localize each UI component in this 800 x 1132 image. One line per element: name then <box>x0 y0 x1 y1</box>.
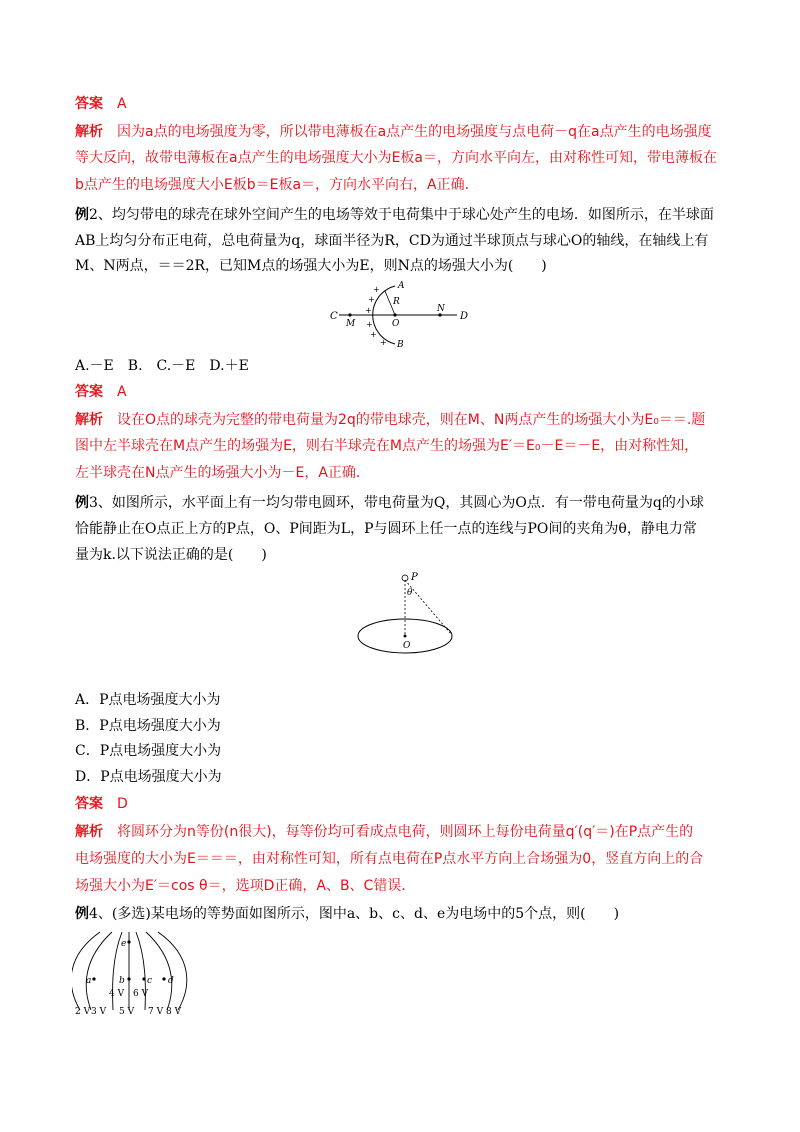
label-c: c <box>147 976 153 986</box>
plus-sign: + <box>365 306 372 315</box>
question-text: 2、均匀带电的球壳在球外空间产生的电场等效于电荷集中于球心处产生的电场．如图所示，在半球面 <box>89 207 714 223</box>
analysis-line <box>75 410 705 430</box>
label-b: B <box>397 340 404 350</box>
question-text: 3、如图所示，水平面上有一均匀带电圆环，带电荷量为Q，其圆心为O点．有一带电荷量为q的小球 <box>89 495 704 511</box>
analysis-text: 设在O点的球壳为完整的带电荷量为2q的带电球壳，则在M、N两点产生的场强大小为E₀＝＝.题 <box>117 412 706 428</box>
label-e: e <box>121 939 127 949</box>
label-theta: θ <box>407 588 413 598</box>
question-line <box>75 904 619 924</box>
option-d: D．P点电场强度大小为 <box>75 769 222 785</box>
question-line: AB上均匀分布正电荷，总电荷量为q，球面半径为R，CD为通过半球顶点与球心O的轴线，在轴线上有 <box>75 233 709 249</box>
example-label: 例 <box>75 906 89 922</box>
analysis-text: 因为a点的电场强度为零，所以带电薄板在a点产生的电场强度与点电荷－q在a点产生的电场强度 <box>117 124 712 140</box>
example-label: 例 <box>75 495 89 511</box>
example-label: 例 <box>75 207 89 223</box>
label-a: A <box>398 281 405 291</box>
equipotential-figure <box>72 928 192 1028</box>
analysis-line: 电场强度的大小为E＝＝＝，由对称性可知，所有点电荷在P点水平方向上合场强为0，竖直方向上的合 <box>75 851 704 867</box>
answer-line <box>75 94 127 114</box>
label-6v: 6 V <box>133 989 149 999</box>
answer-value: A <box>117 384 127 400</box>
analysis-label: 解析 <box>75 124 103 140</box>
answer-value: D <box>117 796 128 812</box>
question-line <box>75 493 704 513</box>
label-5v: 5 V <box>119 1007 135 1017</box>
analysis-line: b点产生的电场强度大小E板b＝E板a＝，方向水平向右，A正确． <box>75 177 479 193</box>
label-4v: 4 V <box>109 989 125 999</box>
options-line: A.－E B. C.－E D.＋E <box>75 358 249 374</box>
answer-line <box>75 794 128 814</box>
label-8v: 8 V <box>166 1007 182 1017</box>
analysis-line <box>75 822 693 842</box>
label-o: O <box>392 319 400 329</box>
question-line: M、N两点，＝＝2R，已知M点的场强大小为E，则N点的场强大小为( ) <box>75 258 547 274</box>
answer-label: 答案 <box>75 96 103 112</box>
charged-ring-figure <box>350 568 460 668</box>
hemisphere-figure <box>325 280 475 350</box>
answer-label: 答案 <box>75 796 103 812</box>
plus-sign: + <box>366 320 373 329</box>
option-c: C．P点电场强度大小为 <box>75 743 222 759</box>
answer-value: A <box>117 96 127 112</box>
question-line: 恰能静止在O点正上方的P点，O、P间距为L，P与圆环上任一点的连线与PO间的夹角为θ，静电力常 <box>75 521 697 537</box>
analysis-line: 场强大小为E′＝cos θ＝，选项D正确，A、B、C错误． <box>75 878 416 894</box>
label-o: O <box>403 641 411 651</box>
option-b: B．P点电场强度大小为 <box>75 718 221 734</box>
label-2v: 2 V <box>75 1007 91 1017</box>
label-a: a <box>86 976 92 986</box>
plus-sign: + <box>368 295 375 304</box>
question-text: 4、(多选)某电场的等势面如图所示，图中a、b、c、d、e为电场中的5个点，则( ) <box>89 906 620 922</box>
label-p: P <box>411 572 418 583</box>
plus-sign: + <box>370 330 377 339</box>
analysis-label: 解析 <box>75 824 103 840</box>
label-d: D <box>460 311 469 322</box>
analysis-text: 将圆环分为n等份(n很大)，每等份均可看成点电荷，则圆环上每份电荷量q′(q′＝)在P点产生的 <box>117 824 694 840</box>
analysis-line <box>75 122 712 142</box>
label-m: M <box>346 319 356 329</box>
plus-sign: + <box>380 338 387 347</box>
label-3v: 3 V <box>91 1007 107 1017</box>
analysis-label: 解析 <box>75 412 103 428</box>
label-n: N <box>437 304 445 314</box>
label-d: d <box>168 976 174 986</box>
analysis-line: 左半球壳在N点产生的场强大小为－E，A正确． <box>75 465 370 481</box>
label-r: R <box>393 297 400 307</box>
label-7v: 7 V <box>148 1007 164 1017</box>
label-c: C <box>330 311 338 322</box>
analysis-line: 图中左半球壳在M点产生的场强为E，则右半球壳在M点产生的场强为E′＝E₀－E＝－E，由对称性知， <box>75 438 699 454</box>
question-line: 量为k.以下说法正确的是( ) <box>75 547 267 563</box>
answer-line <box>75 382 127 402</box>
question-line <box>75 205 714 225</box>
analysis-line: 等大反向，故带电薄板在a点产生的电场强度大小为E板a＝，方向水平向左，由对称性可知，带电薄板在 <box>75 150 718 166</box>
option-a: A．P点电场强度大小为 <box>75 692 221 708</box>
answer-label: 答案 <box>75 384 103 400</box>
plus-sign: + <box>373 285 380 294</box>
label-b: b <box>119 976 125 986</box>
